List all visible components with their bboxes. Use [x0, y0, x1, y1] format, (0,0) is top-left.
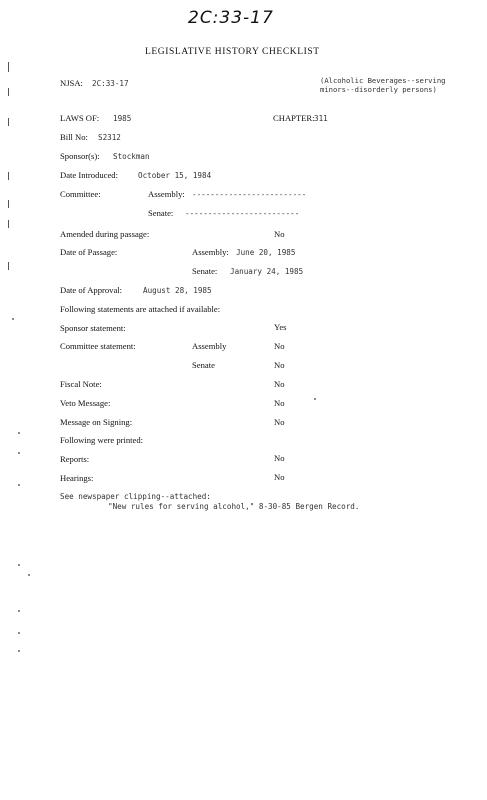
scan-dot [18, 452, 20, 454]
committee-assembly-value: ------------------------- [192, 190, 307, 199]
bill-no-value: S2312 [98, 133, 121, 142]
committee-statement-senate-label: Senate [192, 360, 215, 370]
handwritten-header: 2C:33-17 [188, 8, 274, 28]
passage-senate-label: Senate: [192, 266, 218, 276]
scan-dot [18, 484, 20, 486]
veto-message-label: Veto Message: [60, 398, 111, 408]
passage-assembly-label: Assembly: [192, 247, 229, 257]
committee-statement-label: Committee statement: [60, 341, 136, 351]
sponsor-statement-value: Yes [274, 322, 287, 332]
scan-mark [8, 118, 9, 126]
scan-mark [8, 200, 9, 208]
scan-mark [8, 220, 9, 228]
scan-dot [18, 632, 20, 634]
committee-senate-label: Senate: [148, 208, 174, 218]
scan-mark [8, 88, 9, 96]
scan-dot [18, 610, 20, 612]
committee-senate-value: ------------------------- [185, 209, 300, 218]
committee-assembly-label: Assembly: [148, 189, 185, 199]
chapter-label: CHAPTER: [273, 113, 315, 123]
committee-statement-senate-value: No [274, 360, 285, 370]
passage-senate-value: January 24, 1985 [230, 267, 304, 276]
following-printed-heading: Following were printed: [60, 435, 144, 445]
bill-no-label: Bill No: [60, 132, 88, 142]
scan-dot [12, 318, 14, 320]
message-on-signing-value: No [274, 417, 285, 427]
scan-dot [18, 650, 20, 652]
following-attached-heading: Following statements are attached if available: [60, 304, 221, 314]
scan-dot [314, 398, 316, 400]
committee-label: Committee: [60, 189, 101, 199]
hearings-value: No [274, 472, 285, 482]
laws-of-value: 1985 [113, 114, 132, 123]
scan-dot [28, 574, 30, 576]
date-of-approval-value: August 28, 1985 [143, 286, 212, 295]
scan-mark [8, 262, 9, 270]
committee-statement-assembly-value: No [274, 341, 285, 351]
amended-value: No [274, 229, 285, 239]
fiscal-note-label: Fiscal Note: [60, 379, 102, 389]
hearings-label: Hearings: [60, 473, 94, 483]
njsa-label: NJSA: [60, 78, 83, 88]
scan-dot [18, 432, 20, 434]
newspaper-note: See newspaper clipping--attached: [60, 492, 211, 501]
chapter-value: 311 [314, 114, 328, 123]
date-of-approval-label: Date of Approval: [60, 285, 123, 295]
reports-value: No [274, 453, 285, 463]
sponsor-statement-label: Sponsor statement: [60, 323, 126, 333]
amended-label: Amended during passage: [60, 229, 150, 239]
reports-label: Reports: [60, 454, 90, 464]
newspaper-clipping-title: "New rules for serving alcohol," 8-30-85 Bergen Record. [108, 502, 360, 511]
date-introduced-value: October 15, 1984 [138, 171, 212, 180]
njsa-value: 2C:33-17 [92, 79, 129, 88]
date-introduced-label: Date Introduced: [60, 170, 118, 180]
sponsor-value: Stockman [113, 152, 150, 161]
sponsor-label: Sponsor(s): [60, 151, 100, 161]
scan-mark [8, 172, 9, 180]
passage-assembly-value: June 20, 1985 [236, 248, 296, 257]
committee-statement-assembly-label: Assembly [192, 341, 227, 351]
scan-dot [18, 564, 20, 566]
date-of-passage-label: Date of Passage: [60, 247, 118, 257]
subject-text: (Alcoholic Beverages--serving minors--disorderly persons) [320, 76, 446, 94]
veto-message-value: No [274, 398, 285, 408]
scan-mark [8, 62, 9, 72]
message-on-signing-label: Message on Signing: [60, 417, 133, 427]
page-title: LEGISLATIVE HISTORY CHECKLIST [145, 47, 320, 57]
fiscal-note-value: No [274, 379, 285, 389]
laws-of-label: LAWS OF: [60, 113, 100, 123]
